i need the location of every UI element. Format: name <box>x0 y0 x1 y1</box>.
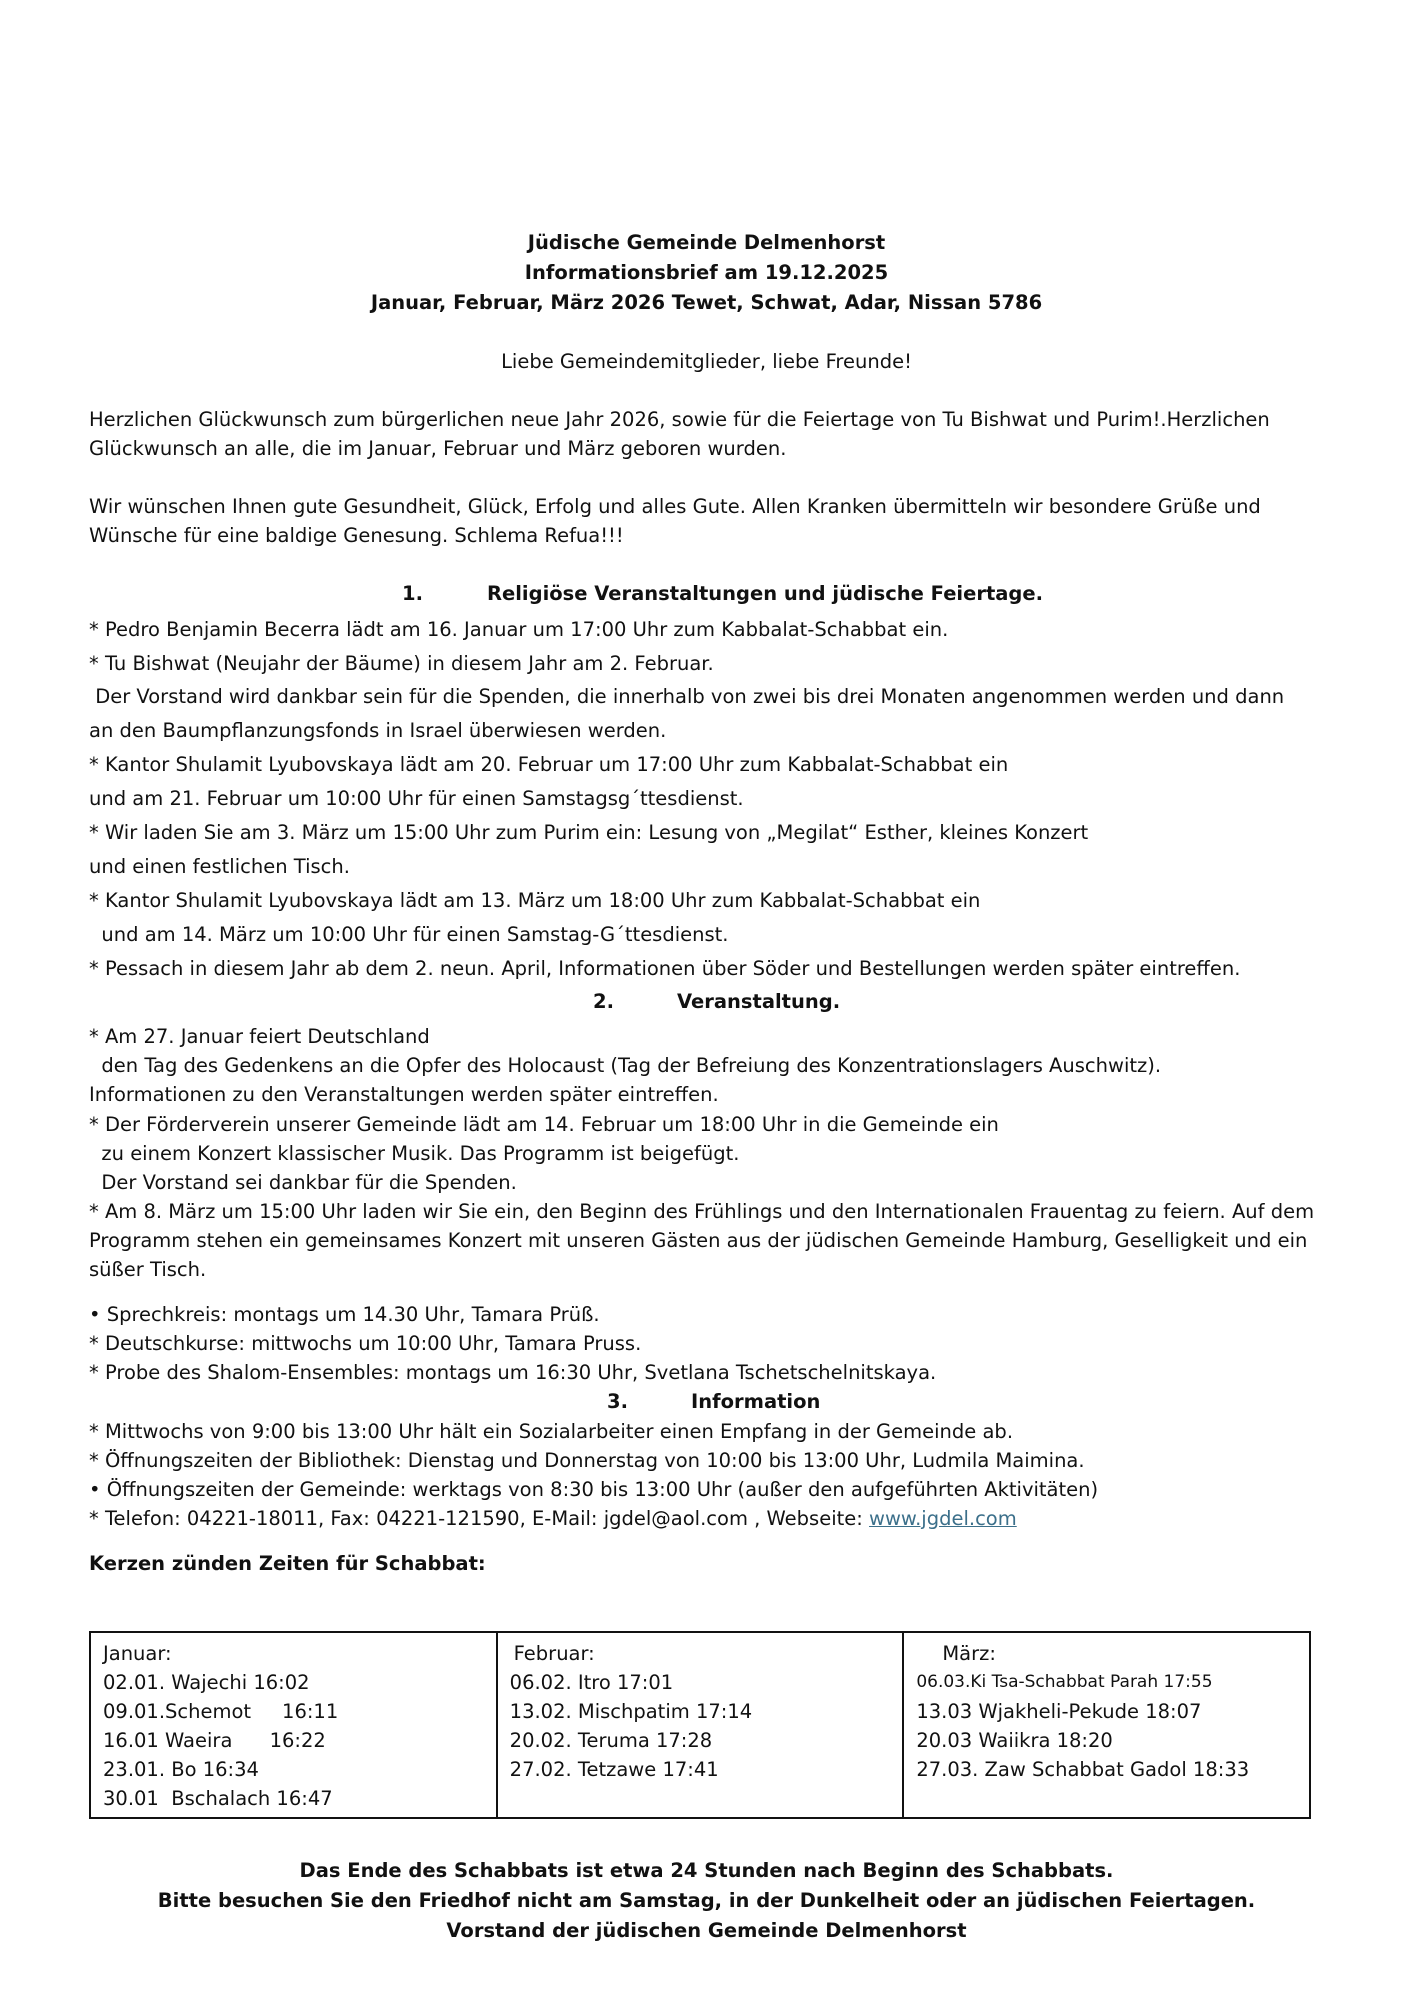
maerz-entry: 20.03 Waiikra 18:20 <box>916 1729 1113 1752</box>
januar-entry: 02.01. Wajechi 16:02 <box>103 1671 310 1694</box>
footer-cemetery-note: Bitte besuchen Sie den Friedhof nicht am Samstag, in der Dunkelheit oder an jüdischen Feiertagen. <box>157 1889 1256 1912</box>
s2-line: Informationen zu den Veranstaltungen werden später eintreffen. <box>89 1083 719 1106</box>
s1-line: Der Vorstand wird dankbar sein für die Spenden, die innerhalb von zwei bis drei Monaten angenommen werden und dann <box>89 685 1285 708</box>
maerz-column <box>903 1632 1310 1818</box>
s2-line: * Der Förderverein unserer Gemeinde lädt am 14. Februar um 18:00 Uhr in die Gemeinde ein <box>89 1113 999 1136</box>
intro-congrats: Herzlichen Glückwunsch zum bürgerlichen neue Jahr 2026, sowie für die Feiertage von Tu Bishwat und Purim!.Herzlichen Glückwunsch an alle, die im Januar, Februar und März geboren wurden. <box>89 408 1270 460</box>
s2-line: zu einem Konzert klassischer Musik. Das Programm ist beigefügt. <box>89 1142 740 1165</box>
header-months: Januar, Februar, März 2026 Tewet, Schwat, Adar, Nissan 5786 <box>370 291 1043 314</box>
weekly-item: * Deutschkurse: mittwochs um 10:00 Uhr, Tamara Pruss. <box>89 1332 642 1355</box>
header-date: Informationsbrief am 19.12.2025 <box>524 261 889 284</box>
maerz-entry: 27.03. Zaw Schabbat Gadol 18:33 <box>916 1758 1250 1781</box>
januar-entry: 23.01. Bo 16:34 <box>103 1758 259 1781</box>
footer-shabbat-end: Das Ende des Schabbats ist etwa 24 Stunden nach Beginn des Schabbats. <box>299 1859 1114 1882</box>
section-1-number: 1. <box>402 582 423 605</box>
s2-line: * Am 27. Januar feiert Deutschland <box>89 1025 430 1048</box>
candle-heading: Kerzen zünden Zeiten für Schabbat: <box>89 1552 486 1575</box>
januar-label: Januar: <box>103 1642 172 1665</box>
februar-entry: 13.02. Mischpatim 17:14 <box>509 1700 753 1723</box>
s3-line: • Öffnungszeiten der Gemeinde: werktags von 8:30 bis 13:00 Uhr (außer den aufgeführten Aktivitäten) <box>89 1478 1099 1501</box>
greeting: Liebe Gemeindemitglieder, liebe Freunde! <box>501 350 912 373</box>
januar-entry: 30.01 Bschalach 16:47 <box>103 1787 333 1810</box>
section-3-number: 3. <box>607 1390 628 1413</box>
s1-line: * Kantor Shulamit Lyubovskaya lädt am 20. Februar um 17:00 Uhr zum Kabbalat-Schabbat ein <box>89 753 1009 776</box>
maerz-entry: 13.03 Wjakheli-Pekude 18:07 <box>916 1700 1202 1723</box>
s1-line: * Pessach in diesem Jahr ab dem 2. neun. April, Informationen über Söder und Bestellungen werden später eintreffen. <box>89 957 1241 980</box>
s3-line: * Öffnungszeiten der Bibliothek: Dienstag und Donnerstag von 10:00 bis 13:00 Uhr, Ludmila Maimina. <box>89 1449 1085 1472</box>
contact-text: * Telefon: 04221-18011, Fax: 04221-121590, E-Mail: jgdel@aol.com , Webseite: <box>89 1507 870 1530</box>
intro-wishes: Wir wünschen Ihnen gute Gesundheit, Glück, Erfolg und alles Gute. Allen Kranken übermitteln wir besondere Grüße und Wünsche für eine baldige Genesung. Schlema Refua!!! <box>89 495 1261 547</box>
header-title: Jüdische Gemeinde Delmenhorst <box>527 231 886 254</box>
section-2-number: 2. <box>593 990 614 1013</box>
januar-entry: 09.01.Schemot 16:11 <box>103 1700 339 1723</box>
maerz-label: März: <box>942 1642 996 1665</box>
januar-column <box>90 1632 497 1818</box>
s2-line: den Tag des Gedenkens an die Opfer des Holocaust (Tag der Befreiung des Konzentrationslagers Auschwitz). <box>89 1054 1162 1077</box>
februar-label: Februar: <box>513 1642 595 1665</box>
s1-line: * Kantor Shulamit Lyubovskaya lädt am 13. März um 18:00 Uhr zum Kabbalat-Schabbat ein <box>89 889 981 912</box>
section-3-title: Information <box>691 1390 821 1413</box>
februar-entry: 20.02. Teruma 17:28 <box>509 1729 713 1752</box>
s1-line: * Pedro Benjamin Becerra lädt am 16. Januar um 17:00 Uhr zum Kabbalat-Schabbat ein. <box>89 618 949 641</box>
weekly-item: • Sprechkreis: montags um 14.30 Uhr, Tamara Prüß. <box>89 1303 600 1326</box>
section-1-title: Religiöse Veranstaltungen und jüdische Feiertage. <box>487 582 1044 605</box>
s1-line: und am 21. Februar um 10:00 Uhr für einen Samstagsg´ttesdienst. <box>89 787 744 810</box>
s1-line: und am 14. März um 10:00 Uhr für einen Samstag-G´ttesdienst. <box>89 923 729 946</box>
candle-times-table <box>89 1631 1311 1819</box>
s1-line: * Wir laden Sie am 3. März um 15:00 Uhr zum Purim ein: Lesung von „Megilat“ Esther, kleines Konzert <box>89 821 1089 844</box>
footer-signature: Vorstand der jüdischen Gemeinde Delmenhorst <box>446 1919 967 1942</box>
februar-column <box>497 1632 904 1818</box>
s2-spring-paragraph: * Am 8. März um 15:00 Uhr laden wir Sie ein, den Beginn des Frühlings und den Internationalen Frauentag zu feiern. Auf dem Programm stehen ein gemeinsames Konzert mit unseren Gästen aus der jüdischen Gemeinde Hamburg, Geselligkeit und ein süßer Tisch. <box>89 1200 1315 1281</box>
s1-line: an den Baumpflanzungsfonds in Israel überwiesen werden. <box>89 719 667 742</box>
s3-line: * Mittwochs von 9:00 bis 13:00 Uhr hält ein Sozialarbeiter einen Empfang in der Gemeinde ab. <box>89 1420 1014 1443</box>
s1-line: und einen festlichen Tisch. <box>89 855 350 878</box>
s2-line: Der Vorstand sei dankbar für die Spenden. <box>89 1171 517 1194</box>
februar-entry: 27.02. Tetzawe 17:41 <box>509 1758 719 1781</box>
weekly-item: * Probe des Shalom-Ensembles: montags um 16:30 Uhr, Svetlana Tschetschelnitskaya. <box>89 1361 937 1384</box>
contact-line <box>89 1504 1017 1533</box>
januar-entry: 16.01 Waeira 16:22 <box>103 1729 326 1752</box>
s1-line: * Tu Bishwat (Neujahr der Bäume) in diesem Jahr am 2. Februar. <box>89 652 714 675</box>
section-2-title: Veranstaltung. <box>677 990 841 1013</box>
februar-entry: 06.02. Itro 17:01 <box>509 1671 674 1694</box>
website-link[interactable]: www.jgdel.com <box>869 1507 1017 1530</box>
maerz-entry: 06.03.Ki Tsa-Schabbat Parah 17:55 <box>916 1672 1213 1692</box>
